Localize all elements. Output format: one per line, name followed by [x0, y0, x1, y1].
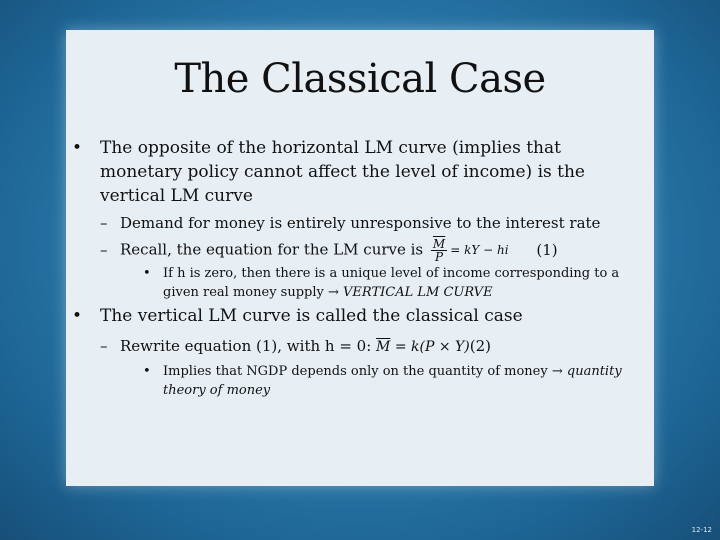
equation-tag: (2) [469, 337, 491, 355]
sub-bullet-recall [100, 238, 558, 263]
bullet-text: The vertical LM curve is called the classical case [100, 306, 523, 326]
dash-marker: – [100, 337, 108, 355]
slide-title: The Classical Case [174, 56, 546, 102]
lm-equation [428, 237, 512, 264]
equation-tag: (1) [536, 240, 558, 259]
sub-bullet-text: Demand for money is entirely unresponsive to the interest rate [120, 214, 601, 232]
dash-marker: – [100, 214, 108, 232]
sub-sub-text: If h is zero, then there is a unique level of income corresponding to a given real money supply → [163, 266, 620, 300]
equation-rest: = k(P × Y) [394, 339, 470, 355]
fraction-numerator: $\overline{M}$ [432, 237, 446, 251]
bullet-horizontal-vs-vertical [72, 136, 632, 208]
quantity-theory-emphasis: quantity theory of money [163, 364, 622, 398]
sub-sub-bullet-ngdp [143, 362, 643, 400]
bullet-dot: • [72, 138, 83, 158]
sub-sub-bullet-h-zero [143, 264, 643, 302]
bullet-text: The opposite of the horizontal LM curve (implies that monetary policy cannot affect the level of income) is the vertical LM curve [100, 138, 585, 206]
quantity-equation [376, 339, 470, 355]
equation-m: $\overline{M}$ [376, 339, 391, 355]
m-over-p-fraction [431, 238, 447, 263]
sub-bullet-rewrite [100, 337, 491, 355]
bullet-classical-case [72, 306, 523, 326]
sub-bullet-text: Rewrite equation (1), with h = 0: [120, 337, 372, 355]
page-number: 12-12 [691, 526, 712, 534]
bullet-dot: • [143, 364, 151, 379]
dash-marker: – [100, 240, 108, 259]
fraction-denominator: P [435, 250, 444, 264]
sub-sub-text: Implies that NGDP depends only on the quantity of money → [163, 364, 563, 379]
sub-bullet-demand [100, 214, 600, 232]
vertical-lm-emphasis: VERTICAL LM CURVE [343, 285, 493, 300]
equation-rest: = kY − hi [450, 243, 509, 257]
bullet-dot: • [143, 266, 151, 281]
sub-bullet-text: Recall, the equation for the LM curve is [120, 240, 424, 259]
bullet-dot: • [72, 306, 83, 326]
